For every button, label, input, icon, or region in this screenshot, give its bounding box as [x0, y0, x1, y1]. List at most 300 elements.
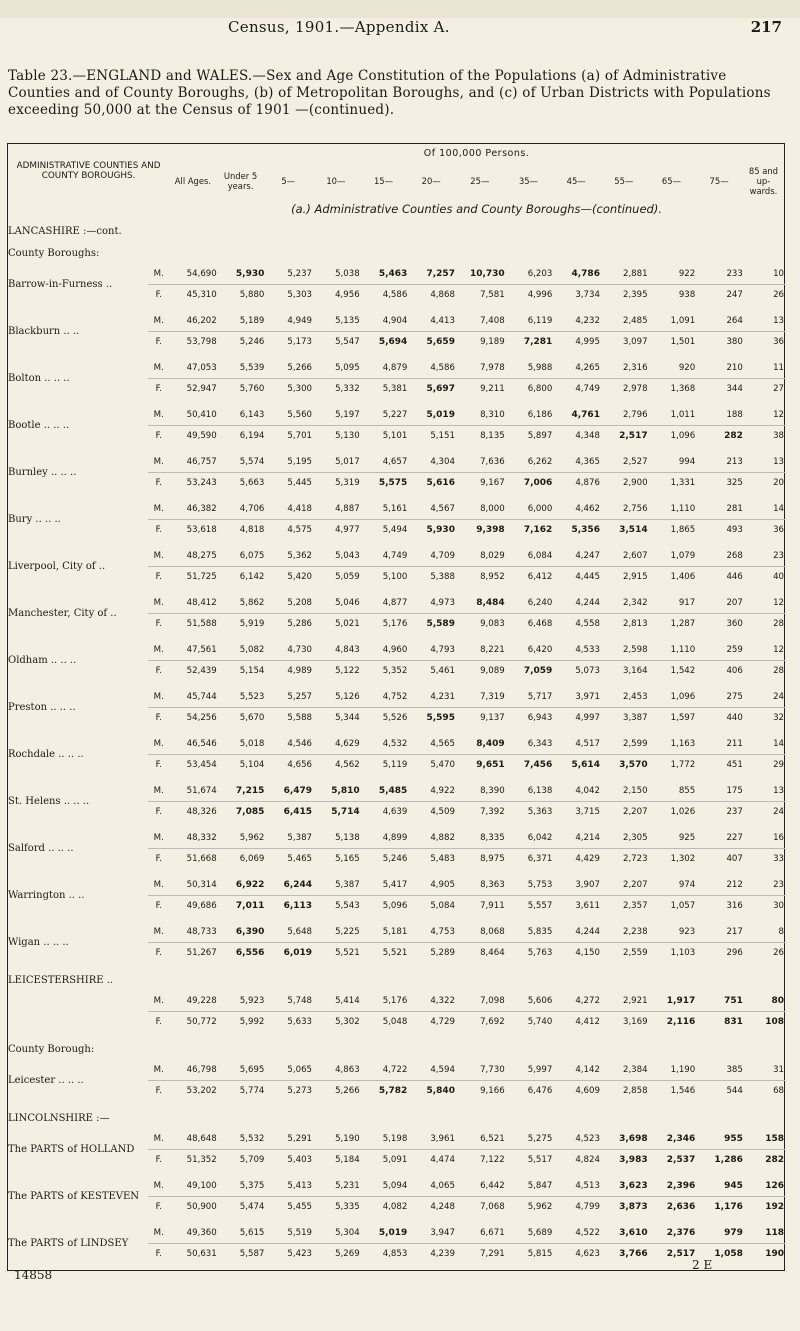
value-cell: 5,198 — [382, 1134, 408, 1144]
value-cell: 5,962 — [527, 1202, 553, 1212]
value-cell: 6,240 — [527, 598, 553, 608]
value-cell: 7,392 — [480, 807, 505, 817]
table-row — [8, 875, 785, 896]
value-cell: 945 — [724, 1181, 743, 1191]
value-cell: 1,302 — [670, 854, 696, 864]
row-name: Burnley .. .. .. — [8, 467, 77, 478]
sex-label: M. — [153, 504, 164, 514]
value-cell: 4,509 — [430, 807, 455, 817]
value-cell: 5,303 — [287, 290, 313, 300]
column-header: 20— — [421, 176, 441, 186]
value-cell: 7,319 — [480, 692, 505, 702]
value-cell: 2,150 — [622, 786, 648, 796]
value-cell: 80 — [771, 996, 784, 1006]
table-row — [8, 640, 785, 661]
value-cell: 8,310 — [480, 410, 505, 420]
table-row — [8, 1060, 785, 1081]
table-body — [8, 220, 785, 1271]
value-cell: 7,011 — [235, 901, 265, 911]
value-cell: 5,173 — [287, 337, 313, 347]
value-cell: 24 — [773, 807, 784, 817]
value-cell: 4,657 — [382, 457, 408, 467]
value-cell: 5,663 — [239, 478, 265, 488]
value-cell: 5,539 — [239, 363, 265, 373]
value-cell: 233 — [726, 269, 743, 279]
section-subtitle: (a.) Administrative Counties and County Boroughs—(continued). — [291, 202, 662, 216]
sex-label: F. — [155, 948, 162, 958]
value-cell: 5,595 — [426, 713, 455, 723]
value-cell: 751 — [724, 996, 743, 1006]
value-cell: 45,744 — [186, 692, 217, 702]
value-cell: 5,388 — [430, 572, 455, 582]
value-cell: 282 — [765, 1155, 784, 1165]
value-cell: 994 — [678, 457, 696, 467]
per-100000-header: Of 100,000 Persons. — [423, 148, 530, 159]
value-cell: 3,873 — [619, 1202, 648, 1212]
value-cell: 5,774 — [239, 1086, 265, 1096]
table-row — [8, 452, 785, 473]
value-cell: 13 — [773, 316, 784, 326]
value-cell: 544 — [726, 1086, 743, 1096]
value-cell: 5,154 — [239, 666, 265, 676]
value-cell: 5,065 — [287, 1065, 313, 1075]
value-cell: 407 — [726, 854, 743, 864]
value-cell: 5,474 — [239, 1202, 265, 1212]
value-cell: 920 — [678, 363, 696, 373]
sex-label: M. — [153, 996, 164, 1006]
value-cell: 4,082 — [382, 1202, 408, 1212]
value-cell: 192 — [765, 1202, 784, 1212]
value-cell: 5,519 — [287, 1228, 313, 1238]
value-cell: 4,150 — [575, 948, 600, 958]
value-cell: 7,581 — [480, 290, 505, 300]
value-cell: 46,202 — [186, 316, 217, 326]
value-cell: 5,740 — [527, 1017, 553, 1027]
value-cell: 5,517 — [527, 1155, 553, 1165]
value-cell: 4,248 — [430, 1202, 455, 1212]
value-cell: 360 — [726, 619, 743, 629]
value-cell: 6,521 — [480, 1134, 505, 1144]
value-cell: 5,589 — [426, 619, 455, 629]
value-cell: 213 — [726, 457, 743, 467]
value-cell: 2,756 — [622, 504, 648, 514]
value-cell: 4,265 — [575, 363, 600, 373]
value-cell: 1,176 — [714, 1202, 743, 1212]
sex-label: F. — [155, 478, 162, 488]
value-cell: 2,395 — [622, 290, 648, 300]
value-cell: 6,194 — [239, 431, 265, 441]
value-cell: 5,717 — [527, 692, 553, 702]
value-cell: 4,793 — [430, 645, 455, 655]
value-cell: 14 — [773, 739, 784, 749]
value-cell: 7,692 — [480, 1017, 505, 1027]
sex-label: F. — [155, 854, 162, 864]
value-cell: 6,119 — [527, 316, 553, 326]
value-cell: 13 — [773, 786, 784, 796]
value-cell: 4,973 — [430, 598, 455, 608]
value-cell: 259 — [726, 645, 743, 655]
value-cell: 5,923 — [239, 996, 265, 1006]
value-cell: 5,403 — [287, 1155, 313, 1165]
value-cell: 5,275 — [527, 1134, 553, 1144]
value-cell: 4,899 — [382, 833, 408, 843]
value-cell: 4,231 — [430, 692, 455, 702]
value-cell: 5,246 — [382, 854, 408, 864]
value-cell: 4,517 — [575, 739, 600, 749]
sex-label: M. — [153, 269, 164, 279]
value-cell: 5,847 — [527, 1181, 553, 1191]
value-cell: 247 — [726, 290, 743, 300]
value-cell: 5,670 — [239, 713, 265, 723]
column-header: 35— — [518, 176, 539, 186]
value-cell: 5,046 — [335, 598, 360, 608]
value-cell: 6,412 — [527, 572, 553, 582]
value-cell: 6,671 — [480, 1228, 505, 1238]
value-cell: 5,138 — [335, 833, 360, 843]
value-cell: 23 — [773, 551, 784, 561]
value-cell: 46,798 — [186, 1065, 217, 1075]
value-cell: 207 — [726, 598, 743, 608]
value-cell: 3,766 — [619, 1249, 648, 1259]
value-cell: 5,227 — [382, 410, 408, 420]
row-name: Salford .. .. .. — [8, 843, 74, 854]
value-cell: 440 — [726, 713, 743, 723]
value-cell: 5,332 — [335, 384, 360, 394]
value-cell: 46,382 — [186, 504, 217, 514]
value-cell: 4,882 — [430, 833, 455, 843]
value-cell: 5,606 — [527, 996, 553, 1006]
value-cell: 47,561 — [186, 645, 217, 655]
row-name: Bury .. .. .. — [8, 514, 61, 525]
value-cell: 1,091 — [670, 316, 696, 326]
row-name: Leicester .. .. .. — [8, 1075, 84, 1086]
value-cell: 1,865 — [670, 525, 696, 535]
value-cell: 5,094 — [382, 1181, 408, 1191]
value-cell: 3,971 — [575, 692, 600, 702]
value-cell: 7,281 — [523, 337, 553, 347]
value-cell: 4,142 — [575, 1065, 600, 1075]
value-cell: 5,992 — [239, 1017, 265, 1027]
value-cell: 6,069 — [239, 854, 265, 864]
value-cell: 68 — [773, 1086, 784, 1096]
column-header: 45— — [566, 176, 586, 186]
value-cell: 4,753 — [430, 927, 455, 937]
value-cell: 5,748 — [287, 996, 313, 1006]
value-cell: 5,130 — [335, 431, 360, 441]
value-cell: 6,113 — [283, 901, 313, 911]
value-cell: 4,879 — [382, 363, 408, 373]
value-cell: 5,532 — [239, 1134, 265, 1144]
value-cell: 6,075 — [239, 551, 265, 561]
value-cell: 4,272 — [575, 996, 600, 1006]
value-cell: 2,881 — [622, 269, 648, 279]
column-header: 25— — [470, 176, 490, 186]
value-cell: 2,921 — [622, 996, 648, 1006]
value-cell: 6,476 — [527, 1086, 553, 1096]
value-cell: 5,897 — [527, 431, 553, 441]
sex-label: M. — [153, 1065, 164, 1075]
value-cell: 955 — [724, 1134, 743, 1144]
value-cell: 1,096 — [670, 692, 696, 702]
value-cell: 2,342 — [622, 598, 648, 608]
value-cell: 6,343 — [527, 739, 553, 749]
column-header: 85 and up-wards. — [748, 166, 778, 196]
value-cell: 6,143 — [239, 410, 265, 420]
value-cell: 5,161 — [382, 504, 408, 514]
value-cell: 9,166 — [480, 1086, 505, 1096]
value-cell: 4,799 — [575, 1202, 600, 1212]
value-cell: 4,232 — [575, 316, 600, 326]
value-cell: 5,095 — [335, 363, 360, 373]
value-cell: 5,048 — [382, 1017, 408, 1027]
value-cell: 5,082 — [239, 645, 265, 655]
value-cell: 5,289 — [430, 948, 455, 958]
value-cell: 3,961 — [430, 1134, 455, 1144]
value-cell: 118 — [765, 1228, 784, 1238]
value-cell: 5,523 — [239, 692, 265, 702]
value-cell: 8,000 — [480, 504, 505, 514]
column-header: 10— — [326, 176, 346, 186]
column-header: 15— — [373, 176, 394, 186]
value-cell: 31 — [773, 1065, 784, 1075]
value-cell: 4,247 — [575, 551, 600, 561]
value-cell: 126 — [765, 1181, 784, 1191]
value-cell: 4,843 — [335, 645, 360, 655]
value-cell: 1,079 — [670, 551, 696, 561]
value-cell: 7,006 — [523, 478, 553, 488]
value-cell: 4,709 — [430, 551, 455, 561]
value-cell: 6,943 — [527, 713, 553, 723]
row-name: Oldham .. .. .. — [8, 655, 77, 666]
value-cell: 4,594 — [430, 1065, 455, 1075]
value-cell: 9,398 — [476, 525, 505, 535]
value-cell: 1,772 — [670, 760, 696, 770]
value-cell: 49,686 — [186, 901, 217, 911]
value-cell: 49,590 — [186, 431, 217, 441]
value-cell: 2,858 — [622, 1086, 648, 1096]
value-cell: 493 — [726, 525, 743, 535]
value-cell: 210 — [726, 363, 743, 373]
value-cell: 4,533 — [575, 645, 600, 655]
value-cell: 5,381 — [382, 384, 408, 394]
value-cell: 48,733 — [186, 927, 217, 937]
value-cell: 5,119 — [382, 760, 408, 770]
value-cell: 4,565 — [430, 739, 455, 749]
value-cell: 5,208 — [287, 598, 313, 608]
value-cell: 4,706 — [239, 504, 265, 514]
value-cell: 925 — [678, 833, 696, 843]
value-cell: 268 — [726, 551, 743, 561]
value-cell: 2,376 — [666, 1228, 696, 1238]
value-cell: 53,202 — [186, 1086, 217, 1096]
value-cell: 2,207 — [622, 880, 648, 890]
value-cell: 2,915 — [622, 572, 648, 582]
value-cell: 1,287 — [670, 619, 696, 629]
value-cell: 8,029 — [480, 551, 505, 561]
value-cell: 5,930 — [426, 525, 455, 535]
census-table — [7, 143, 785, 1271]
value-cell: 5,648 — [287, 927, 313, 937]
value-cell: 10,730 — [469, 269, 505, 279]
value-cell: 1,096 — [670, 431, 696, 441]
value-cell: 5,126 — [335, 692, 360, 702]
value-cell: 6,479 — [283, 786, 313, 796]
value-cell: 49,360 — [186, 1228, 217, 1238]
value-cell: 5,291 — [287, 1134, 313, 1144]
value-cell: 26 — [773, 948, 784, 958]
value-cell: 5,084 — [430, 901, 455, 911]
value-cell: 5,231 — [335, 1181, 360, 1191]
table-row — [8, 311, 785, 332]
value-cell: 1,286 — [714, 1155, 743, 1165]
table-row — [8, 1129, 785, 1150]
value-cell: 4,977 — [335, 525, 360, 535]
value-cell: 5,352 — [382, 666, 408, 676]
sex-label: M. — [153, 739, 164, 749]
sex-label: F. — [155, 1017, 162, 1027]
row-name: Wigan .. .. .. — [8, 937, 69, 948]
value-cell: 8,363 — [480, 880, 505, 890]
value-cell: 4,922 — [430, 786, 455, 796]
value-cell: 8,484 — [476, 598, 505, 608]
value-cell: 8,390 — [480, 786, 505, 796]
value-cell: 5,455 — [287, 1202, 313, 1212]
value-cell: 3,698 — [619, 1134, 648, 1144]
value-cell: 5,101 — [382, 431, 408, 441]
value-cell: 5,363 — [527, 807, 553, 817]
value-cell: 6,442 — [480, 1181, 505, 1191]
value-cell: 7,456 — [523, 760, 553, 770]
value-cell: 5,135 — [335, 316, 360, 326]
sex-label: F. — [155, 290, 162, 300]
value-cell: 6,800 — [527, 384, 553, 394]
value-cell: 5,815 — [527, 1249, 553, 1259]
value-cell: 4,244 — [575, 927, 600, 937]
value-cell: 4,244 — [575, 598, 600, 608]
value-cell: 24 — [773, 692, 784, 702]
value-cell: 212 — [726, 880, 743, 890]
running-title: Census, 1901.—Appendix A. — [228, 18, 450, 36]
value-cell: 1,597 — [670, 713, 696, 723]
value-cell: 5,413 — [287, 1181, 313, 1191]
value-cell: 46,546 — [186, 739, 217, 749]
value-cell: 4,562 — [335, 760, 360, 770]
value-cell: 50,410 — [186, 410, 217, 420]
value-cell: 4,513 — [575, 1181, 600, 1191]
value-cell: 36 — [773, 337, 784, 347]
value-cell: 4,623 — [575, 1249, 600, 1259]
value-cell: 5,616 — [426, 478, 455, 488]
value-cell: 4,868 — [430, 290, 455, 300]
column-header: 55— — [614, 176, 634, 186]
value-cell: 4,730 — [287, 645, 313, 655]
value-cell: 13 — [773, 457, 784, 467]
value-cell: 5,709 — [239, 1155, 265, 1165]
value-cell: 3,514 — [619, 525, 648, 535]
sex-label: F. — [155, 337, 162, 347]
value-cell: 3,623 — [619, 1181, 648, 1191]
value-cell: 3,570 — [619, 760, 648, 770]
value-cell: 281 — [726, 504, 743, 514]
value-cell: 3,907 — [575, 880, 600, 890]
value-cell: 49,100 — [186, 1181, 217, 1191]
value-cell: 4,996 — [527, 290, 553, 300]
value-cell: 4,818 — [239, 525, 265, 535]
value-cell: 51,668 — [186, 854, 217, 864]
value-cell: 5,521 — [335, 948, 360, 958]
value-cell: 385 — [726, 1065, 743, 1075]
value-cell: 175 — [726, 786, 743, 796]
value-cell: 7,122 — [480, 1155, 505, 1165]
value-cell: 48,648 — [186, 1134, 217, 1144]
value-cell: 6,468 — [527, 619, 553, 629]
value-cell: 8,409 — [476, 739, 505, 749]
value-cell: 5,237 — [287, 269, 313, 279]
value-cell: 5,122 — [335, 666, 360, 676]
footer-signature: 2 E — [692, 1258, 713, 1272]
value-cell: 5,304 — [335, 1228, 360, 1238]
value-cell: 6,556 — [235, 948, 265, 958]
value-cell: 48,412 — [186, 598, 217, 608]
value-cell: 4,761 — [571, 410, 600, 420]
value-cell: 3,610 — [619, 1228, 648, 1238]
value-cell: 3,734 — [575, 290, 600, 300]
value-cell: 5,614 — [571, 760, 600, 770]
value-cell: 5,701 — [287, 431, 313, 441]
value-cell: 2,598 — [622, 645, 648, 655]
value-cell: 6,019 — [283, 948, 313, 958]
value-cell: 446 — [726, 572, 743, 582]
value-cell: 32 — [773, 713, 784, 723]
value-cell: 4,462 — [575, 504, 600, 514]
value-cell: 5,483 — [430, 854, 455, 864]
value-cell: 974 — [678, 880, 696, 890]
value-cell: 3,715 — [575, 807, 600, 817]
value-cell: 5,017 — [335, 457, 360, 467]
value-cell: 50,772 — [186, 1017, 217, 1027]
row-name: Rochdale .. .. .. — [8, 749, 84, 760]
section-heading: LINCOLNSHIRE :— — [8, 1112, 110, 1124]
value-cell: 1,163 — [670, 739, 696, 749]
value-cell: 5,096 — [382, 901, 408, 911]
value-cell: 4,322 — [430, 996, 455, 1006]
value-cell: 5,880 — [239, 290, 265, 300]
sex-label: F. — [155, 1086, 162, 1096]
sex-label: F. — [155, 713, 162, 723]
value-cell: 2,900 — [622, 478, 648, 488]
value-cell: 9,189 — [480, 337, 505, 347]
sex-label: M. — [153, 692, 164, 702]
value-cell: 5,574 — [239, 457, 265, 467]
value-cell: 5,195 — [287, 457, 313, 467]
value-cell: 3,164 — [622, 666, 648, 676]
value-cell: 45,310 — [186, 290, 217, 300]
value-cell: 1,917 — [666, 996, 696, 1006]
value-cell: 4,904 — [382, 316, 408, 326]
value-cell: 5,919 — [239, 619, 265, 629]
value-cell: 5,835 — [527, 927, 553, 937]
value-cell: 5,695 — [239, 1065, 265, 1075]
table-header — [8, 144, 785, 221]
value-cell: 4,558 — [575, 619, 600, 629]
value-cell: 938 — [678, 290, 696, 300]
value-cell: 4,348 — [575, 431, 600, 441]
value-cell: 4,567 — [430, 504, 455, 514]
value-cell: 4,853 — [382, 1249, 408, 1259]
value-cell: 4,304 — [430, 457, 455, 467]
value-cell: 4,997 — [575, 713, 600, 723]
value-cell: 2,537 — [666, 1155, 696, 1165]
